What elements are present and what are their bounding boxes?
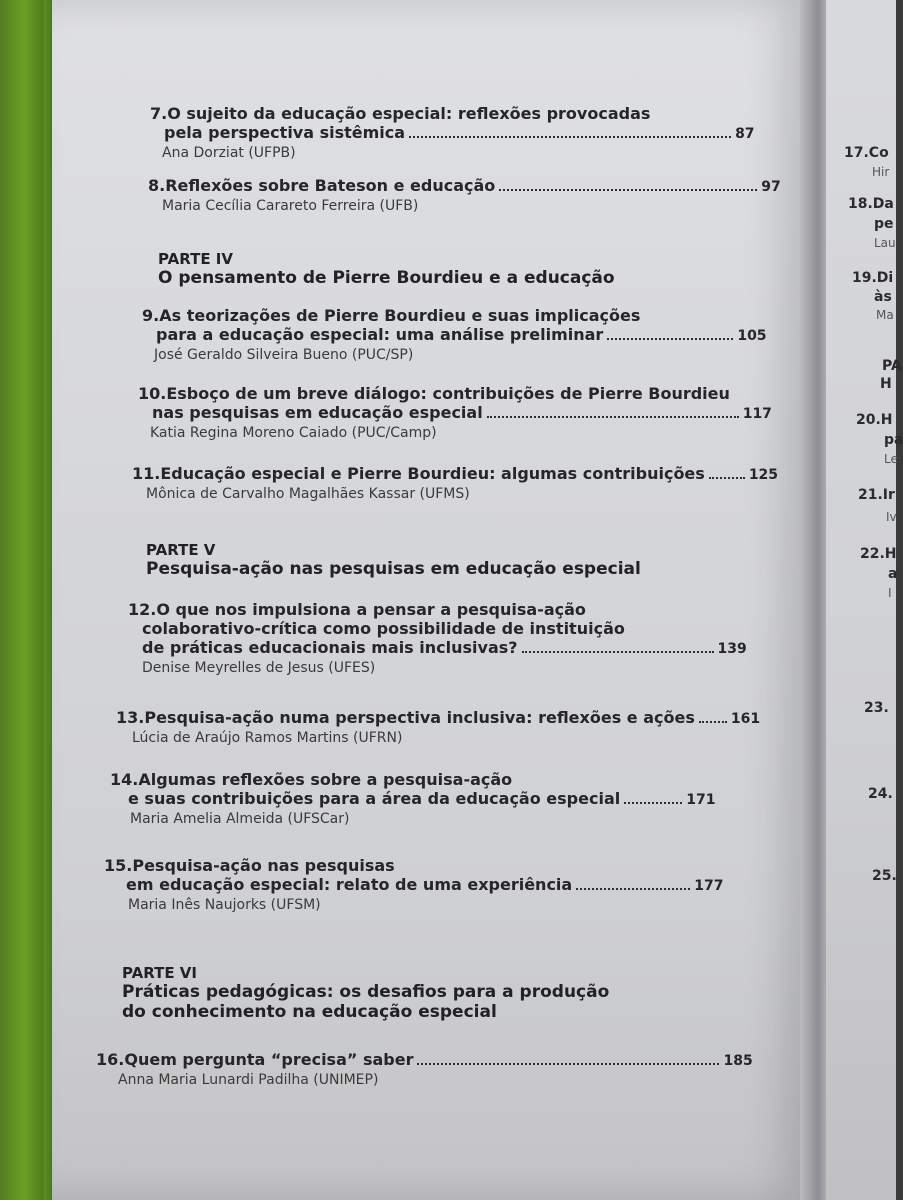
entry-title: Reflexões sobre Bateson e educação [165,176,496,195]
page-number: 139 [717,641,747,657]
dot-leader [699,717,727,723]
page-number: 97 [761,179,781,195]
toc-entry[interactable] [116,708,760,747]
entry-author: José Geraldo Silveira Bueno (PUC/SP) [154,347,414,363]
toc-entry[interactable] [148,176,781,215]
part-title: Práticas pedagógicas: os desafios para a produção [122,982,610,1002]
right-page-fragment: 24. [868,786,893,802]
dot-leader [607,334,733,340]
toc-entry[interactable] [142,306,767,364]
part-heading [122,964,609,1022]
entry-title: Quem pergunta “precisa” saber [124,1050,414,1069]
right-page-fragment: 23. [864,700,889,716]
page-number: 177 [694,878,724,894]
right-page-fragment: Hir [872,165,890,179]
right-page-fragment: I [888,586,892,600]
right-page-fragment: 21.Ir [858,487,895,503]
entry-title: Pesquisa-ação numa perspectiva inclusiva: reflexões e ações [144,708,695,727]
right-page-fragment: às [874,289,892,305]
part-title: Pesquisa-ação nas pesquisas em educação especial [146,559,641,579]
right-page-fragment: 17.Co [844,145,889,161]
entry-title: Educação especial e Pierre Bourdieu: algumas contribuições [160,464,705,483]
entry-title: Esboço de um breve diálogo: contribuições de Pierre Bourdieu [166,384,730,403]
dot-leader [417,1059,719,1065]
entry-number: 12. [128,600,157,619]
entry-number: 13. [116,708,145,727]
page-number: 125 [748,467,779,483]
entry-title: e suas contribuições para a área da educação especial [128,789,621,808]
page-number: 105 [737,328,767,344]
entry-title: pela perspectiva sistêmica [164,123,406,142]
entry-title: colaborativo-crítica como possibilidade de instituição [142,619,625,638]
toc-entry[interactable] [128,600,747,677]
dot-leader [576,884,690,890]
dot-leader [487,412,739,418]
toc-entry[interactable] [104,856,723,914]
entry-title: Algumas reflexões sobre a pesquisa-ação [138,770,513,789]
toc-entry[interactable] [138,384,772,442]
entry-author: Katia Regina Moreno Caiado (PUC/Camp) [150,425,437,441]
entry-number: 16. [96,1050,125,1069]
right-page-fragment: 22.H [860,546,897,562]
entry-title: de práticas educacionais mais inclusivas? [142,638,518,657]
entry-title: Pesquisa-ação nas pesquisas [132,856,395,875]
entry-title: As teorizações de Pierre Bourdieu e suas implicações [159,306,641,325]
part-title: do conhecimento na educação especial [122,1002,497,1022]
entry-author: Anna Maria Lunardi Padilha (UNIMEP) [118,1072,379,1088]
page-number: 117 [742,406,772,422]
page-number: 185 [723,1053,753,1069]
entry-title: para a educação especial: uma análise preliminar [156,325,604,344]
entry-number: 11. [132,464,161,483]
toc-entry[interactable] [150,104,755,162]
right-page-fragment: 20.H [856,412,893,428]
toc-entry[interactable] [110,770,715,828]
entry-author: Ana Dorziat (UFPB) [162,145,296,161]
entry-author: Maria Cecília Carareto Ferreira (UFB) [162,198,419,214]
toc-entry[interactable] [132,464,778,503]
dot-leader [522,647,714,653]
part-heading [158,250,615,288]
entry-title: O sujeito da educação especial: reflexões provocadas [167,104,651,123]
entry-author: Mônica de Carvalho Magalhães Kassar (UFMS) [146,486,470,502]
right-page-fragment: Ma [876,308,894,322]
part-label: PARTE V [146,541,216,559]
entry-title: O que nos impulsiona a pensar a pesquisa-ação [156,600,586,619]
right-page-fragment: 19.Di [852,270,894,286]
page-number: 161 [730,711,761,727]
entry-number: 10. [138,384,167,403]
entry-number: 8. [148,176,166,195]
entry-number: 9. [142,306,160,325]
dot-leader [709,473,745,479]
page-number: 171 [686,792,716,808]
entry-author: Denise Meyrelles de Jesus (UFES) [142,660,376,676]
right-page-fragment: Lau [874,236,896,250]
part-heading [146,541,641,579]
right-page-fragment: a [888,566,898,582]
dot-leader [499,185,757,191]
right-page-fragment: H [880,376,892,392]
right-page-fragment: 25. [872,868,897,884]
right-page-fragment: Iv [886,510,897,524]
part-label: PARTE IV [158,250,233,268]
entry-author: Maria Amelia Almeida (UFSCar) [130,811,350,827]
part-label: PARTE VI [122,964,197,982]
right-page-fragment: pa [884,432,903,448]
right-page-fragment: Le [884,452,898,466]
entry-number: 14. [110,770,139,789]
toc-entry[interactable] [96,1050,753,1089]
part-title: O pensamento de Pierre Bourdieu e a educação [158,268,615,288]
dot-leader [409,132,731,138]
entry-number: 7. [150,104,168,123]
entry-number: 15. [104,856,133,875]
entry-title: em educação especial: relato de uma experiência [126,875,573,894]
right-page-fragment: 18.Da [848,196,894,212]
page-number: 87 [735,126,755,142]
right-page-fragment: PA [882,358,902,374]
entry-title: nas pesquisas em educação especial [152,403,483,422]
entry-author: Lúcia de Araújo Ramos Martins (UFRN) [132,730,403,746]
entry-author: Maria Inês Naujorks (UFSM) [128,897,321,913]
dot-leader [624,798,682,804]
right-page-fragment: pe [874,216,894,232]
